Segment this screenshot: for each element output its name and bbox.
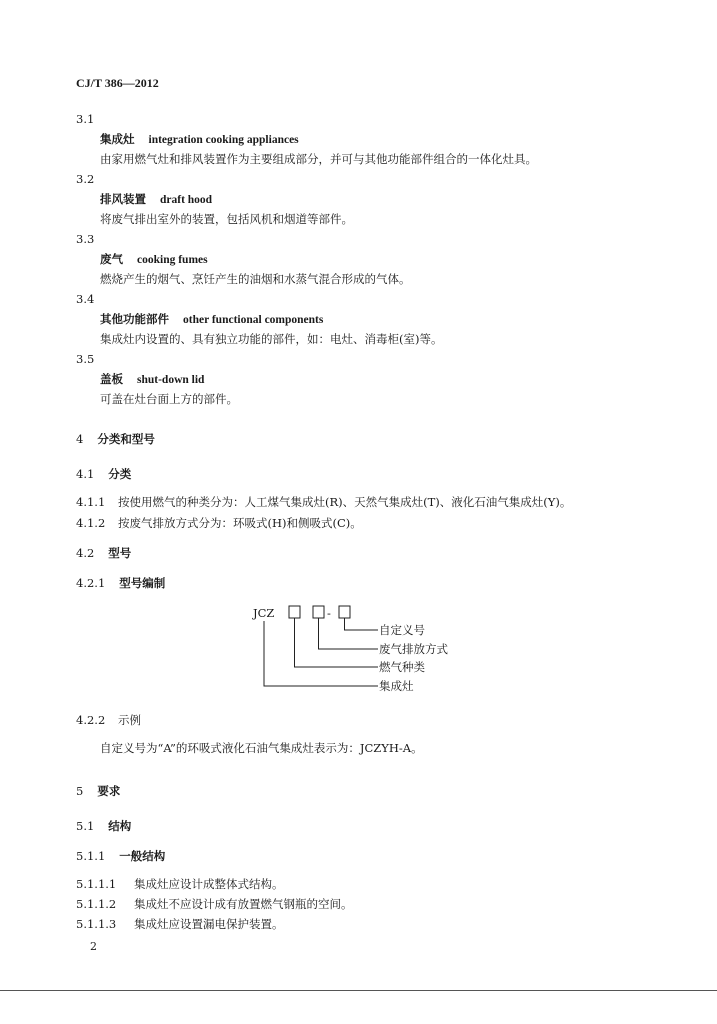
section-title: 分类和型号: [97, 432, 155, 446]
term-title: [100, 371, 204, 387]
subsection-number: 4.1: [76, 467, 95, 481]
term-title: [100, 311, 323, 327]
clause: [76, 876, 284, 892]
term-cn: 集成灶: [100, 132, 135, 146]
clause-heading: [76, 712, 141, 728]
leader-line-prefix: [264, 621, 378, 686]
page-number: 2: [90, 940, 97, 953]
term-definition: 燃烧产生的烟气、烹饪产生的油烟和水蒸气混合形成的气体。: [100, 272, 411, 286]
term-en: other functional components: [183, 314, 324, 326]
term-definition: 将废气排出室外的装置，包括风机和烟道等部件。: [100, 212, 353, 226]
example-text: 自定义号为“A”的环吸式液化石油气集成灶表示为：JCZYH-A。: [100, 741, 423, 755]
clause: [76, 515, 362, 531]
term-cn: 盖板: [100, 372, 123, 386]
term-number: 3.4: [76, 292, 95, 306]
label-exhaust-method: 废气排放方式: [379, 642, 448, 656]
subsection-heading: [76, 545, 131, 561]
clause: [76, 896, 353, 912]
term-title: [100, 131, 299, 147]
section-title: 要求: [97, 784, 121, 798]
code-box-exhaust: [313, 606, 324, 618]
leader-line-gas-type: [295, 618, 379, 667]
subsection-number: 4.2: [76, 546, 95, 560]
model-code-diagram: [250, 600, 470, 700]
clause-text: 按使用燃气的种类分为：人工煤气集成灶(R)、天然气集成灶(T)、液化石油气集成灶(Y)。: [118, 495, 572, 509]
section-heading: [76, 431, 155, 447]
subsection-number: 5.1: [76, 819, 95, 833]
clause-text: 集成灶不应设计成有放置燃气钢瓶的空间。: [134, 897, 353, 911]
code-box-gas-type: [289, 606, 300, 618]
subsection-title: 分类: [108, 467, 132, 481]
term-title: [100, 191, 212, 207]
subsection-title: 型号: [108, 546, 132, 560]
leader-line-exhaust: [319, 618, 379, 649]
term-number: 3.1: [76, 112, 95, 126]
term-definition: 由家用燃气灶和排风装置作为主要组成部分，并可与其他功能部件组合的一体化灶具。: [100, 152, 537, 166]
clause-heading: [76, 575, 165, 591]
section-number: 5: [76, 784, 84, 798]
clause: [76, 494, 571, 510]
term-number: 3.5: [76, 352, 95, 366]
label-custom-number: 自定义号: [379, 623, 425, 637]
clause-number: 4.1.2: [76, 516, 106, 530]
clause: [76, 916, 284, 932]
term-en: shut-down lid: [137, 374, 205, 386]
clause-text: 按废气排放方式分为：环吸式(H)和侧吸式(C)。: [118, 516, 362, 530]
section-number: 4: [76, 432, 84, 446]
clause-text: 集成灶应设计成整体式结构。: [134, 877, 284, 891]
term-en: draft hood: [160, 194, 213, 206]
subsection-heading: [76, 818, 131, 834]
page-bottom-rule: [0, 990, 717, 991]
clause-number: 5.1.1.2: [76, 897, 117, 911]
code-separator: -: [327, 606, 331, 620]
clause-heading: [76, 848, 165, 864]
subsection-title: 结构: [108, 819, 132, 833]
label-appliance: 集成灶: [379, 679, 414, 693]
term-cn: 排风装置: [100, 192, 146, 206]
clause-number: 4.1.1: [76, 495, 106, 509]
term-en: cooking fumes: [137, 254, 208, 266]
section-heading: [76, 783, 120, 799]
term-cn: 其他功能部件: [100, 312, 169, 326]
clause-number: 4.2.1: [76, 576, 106, 590]
term-number: 3.3: [76, 232, 95, 246]
clause-number: 5.1.1: [76, 849, 106, 863]
term-definition: 集成灶内设置的、具有独立功能的部件，如：电灶、消毒柜(室)等。: [100, 332, 443, 346]
leader-line-custom: [345, 618, 379, 630]
term-cn: 废气: [100, 252, 123, 266]
term-en: integration cooking appliances: [148, 134, 299, 146]
clause-title: 示例: [118, 713, 141, 727]
clause-number: 5.1.1.3: [76, 917, 117, 931]
clause-number: 5.1.1.1: [76, 877, 117, 891]
term-number: 3.2: [76, 172, 95, 186]
term-title: [100, 251, 208, 267]
term-definition: 可盖在灶台面上方的部件。: [100, 392, 238, 406]
code-box-custom: [339, 606, 350, 618]
standard-number: CJ/T 386—2012: [76, 76, 159, 90]
clause-text: 集成灶应设置漏电保护装置。: [134, 917, 284, 931]
clause-title: 型号编制: [119, 576, 166, 590]
clause-number: 4.2.2: [76, 713, 106, 727]
subsection-heading: [76, 466, 131, 482]
clause-title: 一般结构: [119, 849, 166, 863]
label-gas-type: 燃气种类: [379, 660, 425, 674]
model-prefix: JCZ: [253, 606, 275, 620]
